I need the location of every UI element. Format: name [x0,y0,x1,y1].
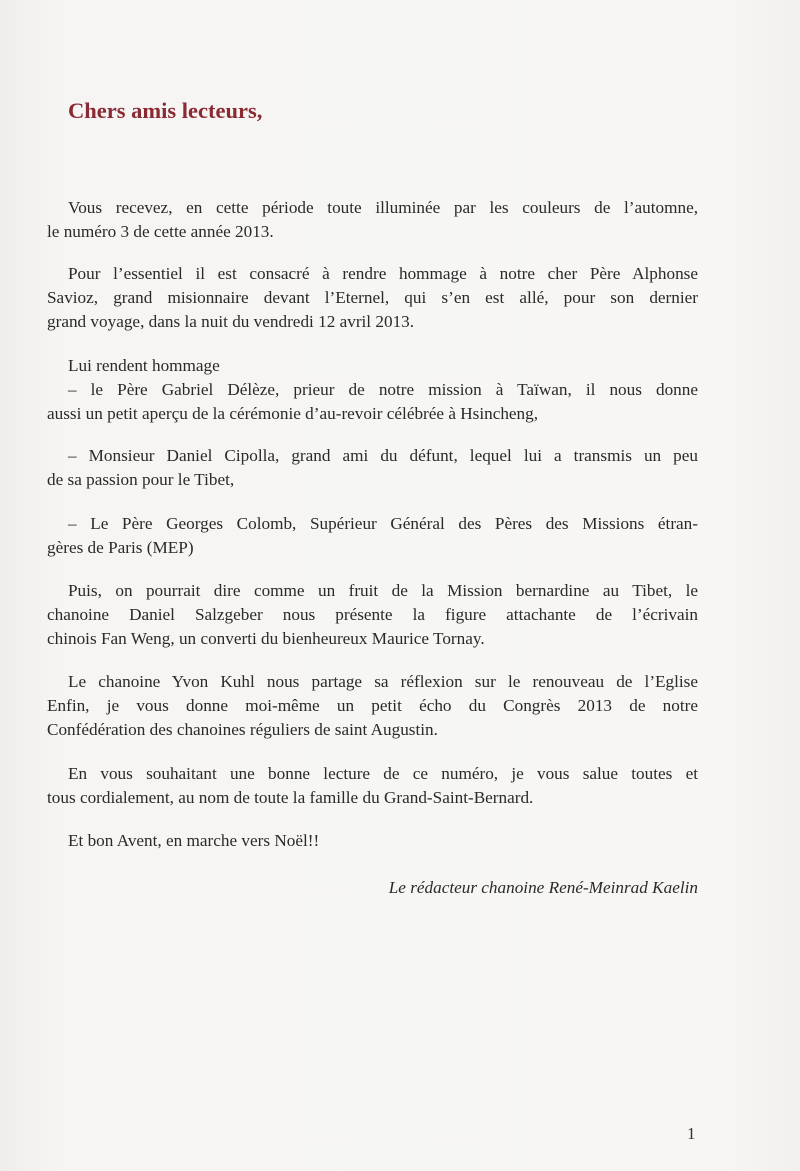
paragraph-line: chinois Fan Weng, un converti du bienheureux Maurice Tornay. [47,629,485,648]
paragraph-line: Enfin, je vous donne moi-même un petit écho du Congrès 2013 de notre [47,696,698,715]
paragraph-line: gères de Paris (MEP) [47,538,194,557]
paragraph-line: – Monsieur Daniel Cipolla, grand ami du défunt, lequel lui a transmis un peu [68,446,698,465]
paragraph-line: Pour l’essentiel il est consacré à rendre hommage à notre cher Père Alphonse [68,264,698,283]
paragraph-tribute [47,262,698,334]
paragraph-line: de sa passion pour le Tibet, [47,470,235,489]
paragraph-kuhl [47,670,698,742]
paragraph-line: – Le Père Georges Colomb, Supérieur Général des Pères des Missions étran- [68,514,698,533]
paragraph-line: Vous recevez, en cette période toute illuminée par les couleurs de l’automne, [68,198,698,217]
paragraph-colomb [47,512,698,560]
paragraph-closing [47,829,698,853]
paragraph-intro [47,196,698,244]
page-title: Chers amis lecteurs, [68,98,263,123]
paragraph-homage-list [47,354,698,426]
page-number: 1 [687,1124,696,1143]
paragraph-line: aussi un petit aperçu de la cérémonie d’au-revoir célébrée à Hsincheng, [47,404,539,423]
paragraph-line: Puis, on pourrait dire comme un fruit de la Mission bernardine au Tibet, le [68,581,698,600]
paragraph-line: grand voyage, dans la nuit du vendredi 12 avril 2013. [47,312,415,331]
paragraph-line: Le chanoine Yvon Kuhl nous partage sa réflexion sur le renouveau de l’Eglise [68,672,698,691]
paragraph-line: Lui rendent hommage [68,356,220,375]
paragraph-cipolla [47,444,698,492]
paragraph-line: Et bon Avent, en marche vers Noël!! [68,831,320,850]
paragraph-line: – le Père Gabriel Délèze, prieur de notre mission à Taïwan, il nous donne [68,380,698,399]
paragraph-salzgeber [47,579,698,651]
paragraph-line: En vous souhaitant une bonne lecture de ce numéro, je vous salue toutes et [68,764,698,783]
paragraph-line: chanoine Daniel Salzgeber nous présente la figure attachante de l’écrivain [47,605,698,624]
paragraph-line: tous cordialement, au nom de toute la famille du Grand-Saint-Bernard. [47,788,534,807]
paragraph-line: Confédération des chanoines réguliers de saint Augustin. [47,720,438,739]
paragraph-greeting [47,762,698,810]
paragraph-line: Savioz, grand misionnaire devant l’Eternel, qui s’en est allé, pour son dernier [47,288,698,307]
paragraph-line: le numéro 3 de cette année 2013. [47,222,274,241]
signature: Le rédacteur chanoine René-Meinrad Kaelin [388,878,698,897]
